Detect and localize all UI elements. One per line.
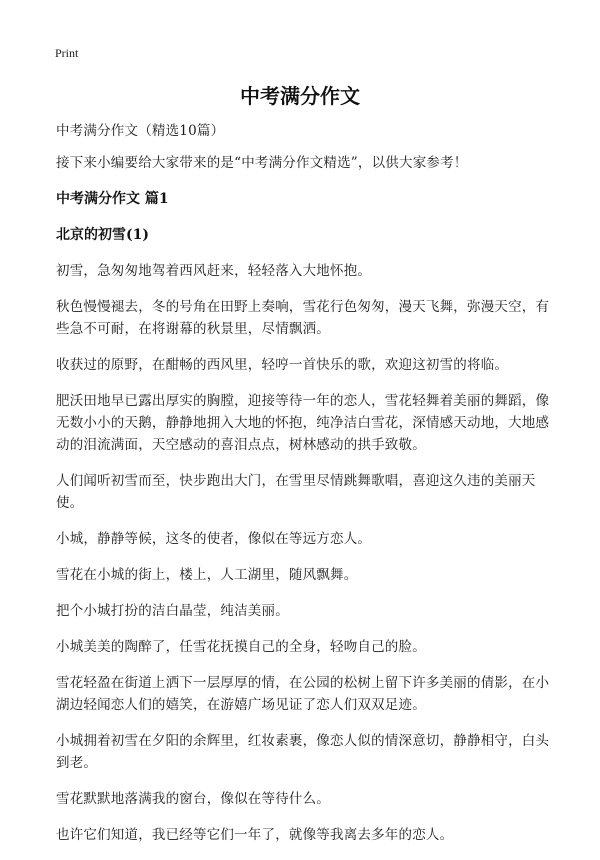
paragraph: 秋色慢慢褪去，冬的号角在田野上奏响，雪花行色匆匆，漫天飞舞，弥漫天空，有些急不可耐，在将谢幕的秋景里，尽情飘洒。 [56,299,550,337]
paragraph: 人们闻听初雪而至，快步跑出大门，在雪里尽情跳舞歌唱，喜迎这久违的美丽天使。 [56,473,536,511]
paragraph: 初雪，急匆匆地驾着西风赶来，轻轻落入大地怀抱。 [56,263,372,279]
article-body [56,120,556,860]
paragraph: 小城美美的陶醉了，任雪花抚摸自己的全身，轻吻自己的脸。 [56,639,426,655]
paragraph: 肥沃田地早已露出厚实的胸膛，迎接等待一年的恋人，雪花轻舞着美丽的舞蹈，像无数小小的天鹅，静静地拥入大地的怀抱，纯净洁白雪花，深情感天动地，大地感动的泪流满面，天空感动的喜泪点点，树林感动的拱手致敬。 [56,393,550,453]
print-link[interactable]: Print [55,46,79,60]
section-heading: 中考满分作文 篇1 [56,191,169,207]
paragraph: 雪花在小城的街上，楼上，人工湖里，随风飘舞。 [56,567,358,583]
paragraph: 把个小城打扮的洁白晶莹，纯洁美丽。 [56,603,289,619]
intro-text: 接下来小编要给大家带来的是“中考满分作文精选”，以供大家参考！ [56,155,468,171]
essay-title: 北京的初雪(1) [56,227,149,243]
document-subtitle: 中考满分作文（精选10篇） [56,123,225,139]
paragraph: 也许它们知道，我已经等它们一年了，就像等我离去多年的恋人。 [56,827,454,843]
paragraph: 小城，静静等候，这冬的使者，像似在等远方恋人。 [56,531,372,547]
paragraph: 小城拥着初雪在夕阳的余辉里，红妆素裹，像恋人似的情深意切，静静相守，白头到老。 [56,733,550,771]
paragraph: 雪花轻盈在街道上洒下一层厚厚的情，在公园的松树上留下许多美丽的倩影，在小湖边轻闻恋人们的嬉笑，在游嬉广场见证了恋人们双双足迹。 [56,675,550,713]
paragraph: 收获过的原野，在酣畅的西风里，轻哼一首快乐的歌，欢迎这初雪的将临。 [56,357,509,373]
paragraph: 雪花默默地落满我的窗台，像似在等待什么。 [56,791,330,807]
page-title: 中考满分作文 [240,84,360,108]
